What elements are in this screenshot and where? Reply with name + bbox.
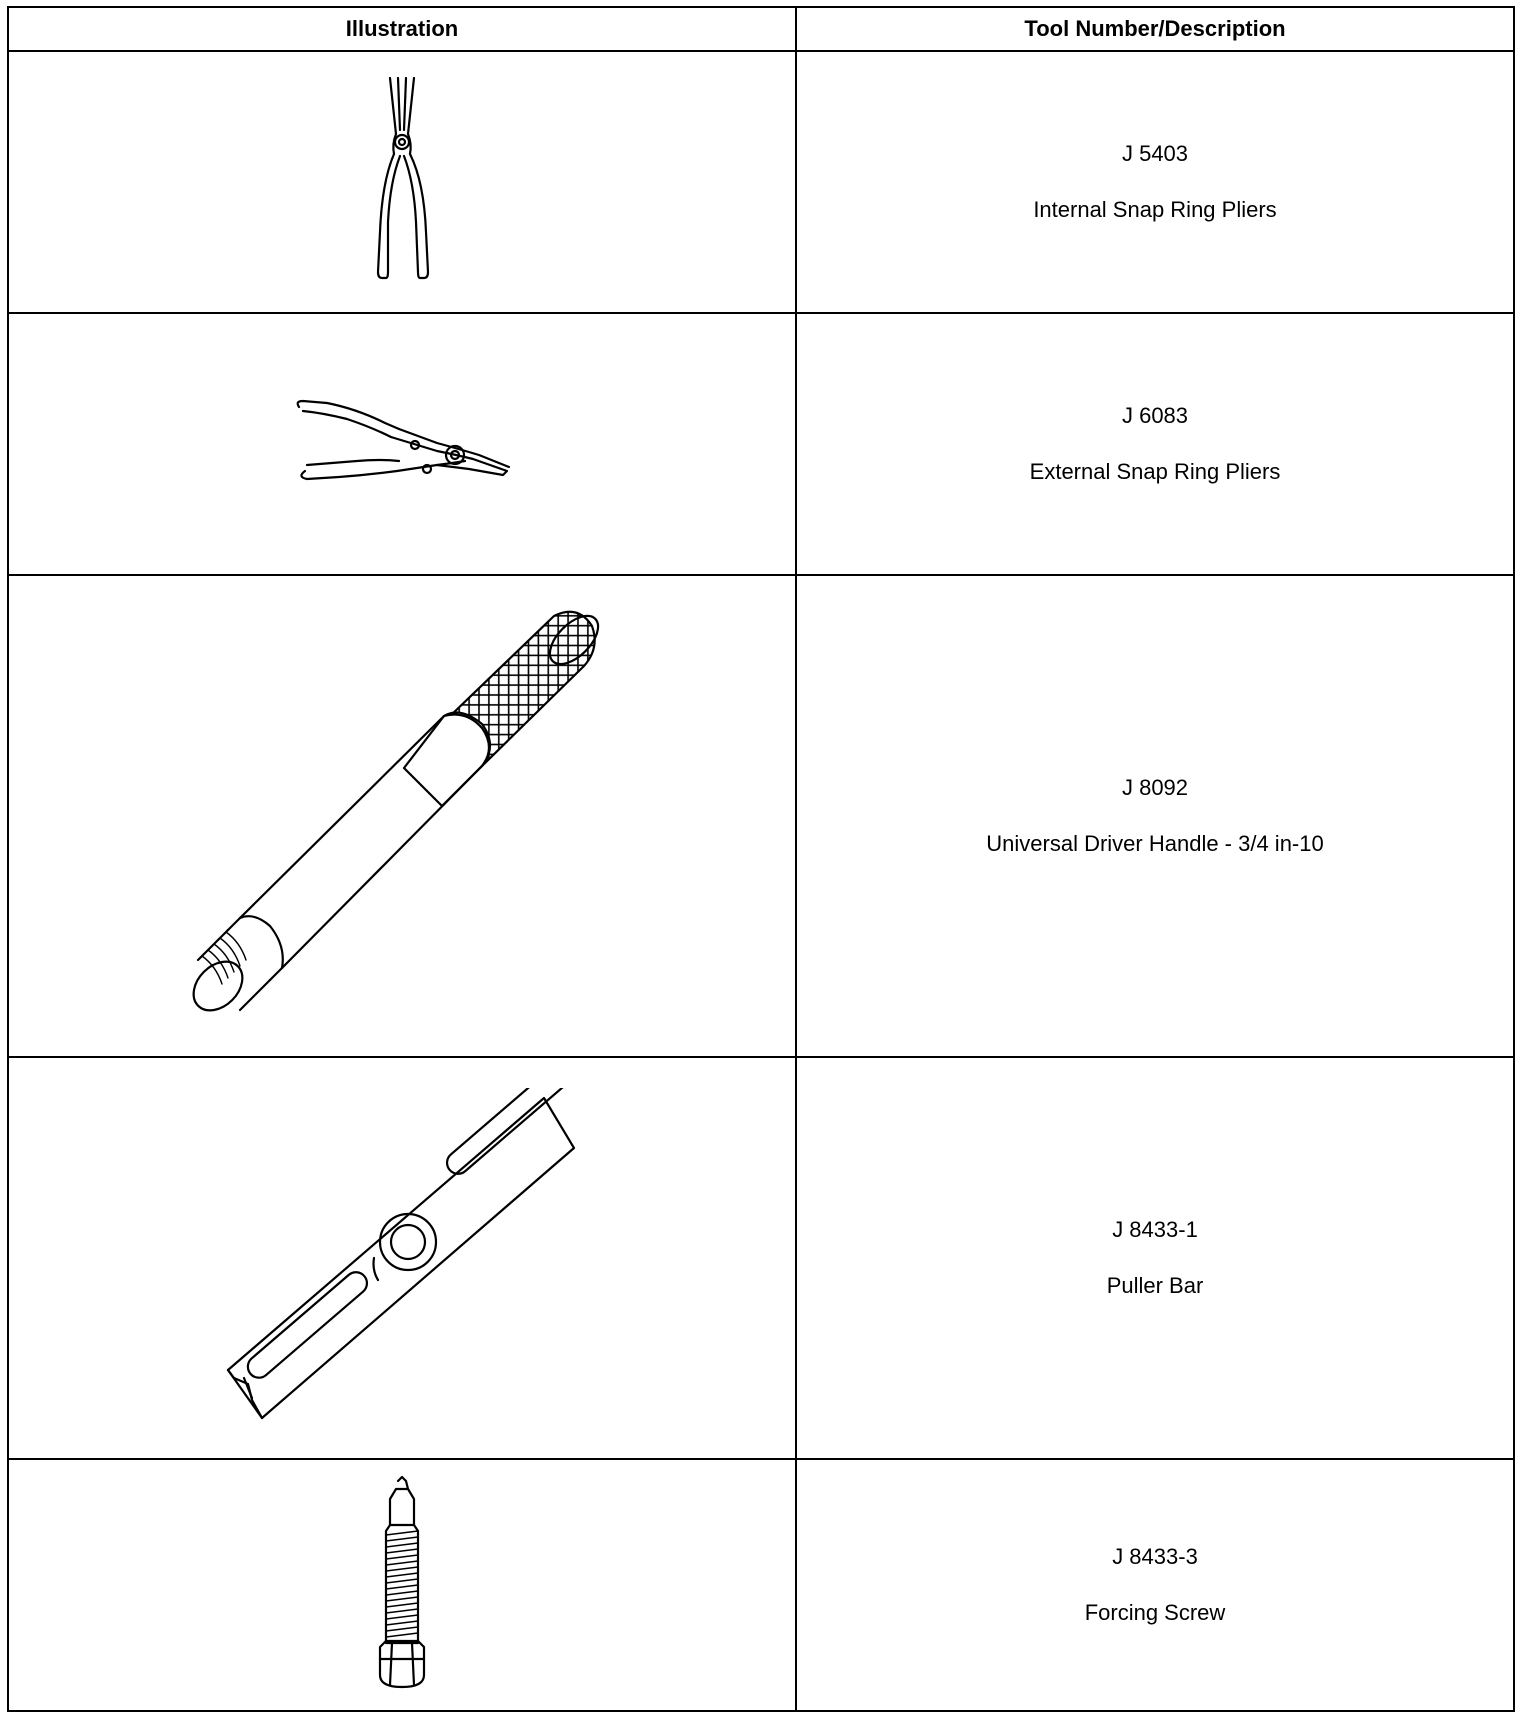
puller-bar-icon (222, 1088, 582, 1428)
special-tools-table (7, 6, 1515, 1712)
tool-description: Internal Snap Ring Pliers (1033, 197, 1277, 222)
illustration-cell (8, 1459, 796, 1711)
tool-description-cell (796, 313, 1514, 575)
header-illustration: Illustration (8, 7, 796, 51)
tool-description: External Snap Ring Pliers (1029, 459, 1281, 484)
internal-snap-ring-pliers-icon (342, 72, 462, 292)
tool-description-cell (796, 1057, 1514, 1459)
tool-description: Forcing Screw (1084, 1600, 1226, 1625)
tool-number: J 6083 (1121, 403, 1189, 428)
tool-number: J 8433-1 (1112, 1217, 1198, 1242)
universal-driver-handle-icon (182, 596, 622, 1036)
table-row (8, 575, 1514, 1057)
tool-description: Puller Bar (1106, 1273, 1204, 1298)
table-row (8, 313, 1514, 575)
illustration-cell (8, 313, 796, 575)
tool-description: Universal Driver Handle - 3/4 in-10 (986, 831, 1324, 856)
tool-number: J 8092 (1121, 775, 1189, 800)
illustration-cell (8, 1057, 796, 1459)
header-tool-number-description: Tool Number/Description (796, 7, 1514, 51)
table-row (8, 1057, 1514, 1459)
tool-number: J 8433-3 (1112, 1544, 1198, 1569)
table-row (8, 1459, 1514, 1711)
forcing-screw-icon (362, 1475, 442, 1695)
external-snap-ring-pliers-icon (287, 389, 517, 499)
illustration-cell (8, 575, 796, 1057)
tool-description-cell (796, 575, 1514, 1057)
table-row (8, 51, 1514, 313)
tool-description-cell (796, 1459, 1514, 1711)
tool-description-cell (796, 51, 1514, 313)
illustration-cell (8, 51, 796, 313)
tool-number: J 5403 (1121, 141, 1189, 166)
table-header-row (8, 7, 1514, 51)
